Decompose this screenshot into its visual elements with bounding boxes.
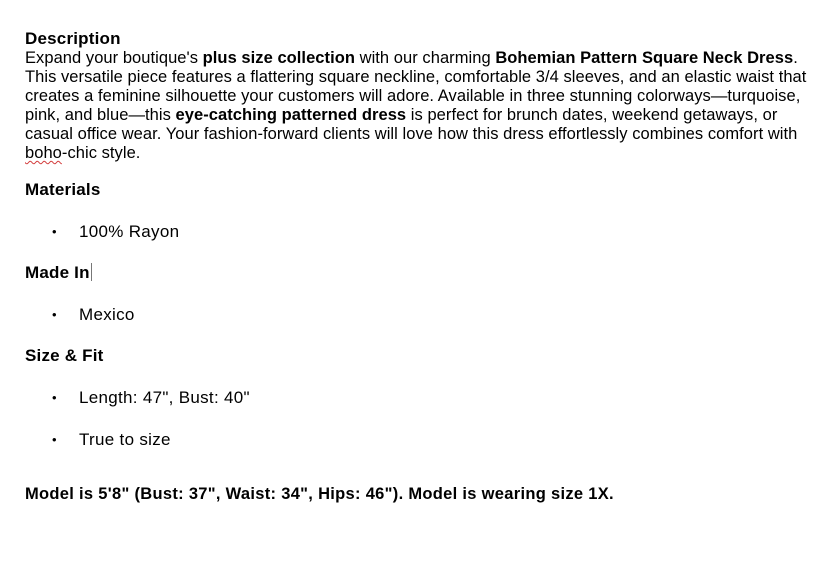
description-text-run: is perfect for brunch dates, weekend getaways, or casual office wear. Your fashion-forward clients will love how this dress effortlessly combines comfort with [25, 106, 798, 143]
bullet-icon: • [52, 390, 57, 405]
model-note: Model is 5'8" (Bust: 37", Waist: 34", Hips: 46"). Model is wearing size 1X. [25, 485, 614, 503]
size-fit-list [25, 388, 825, 450]
description-text-run: . This versatile piece features a flattering square neckline, comfortable 3/4 sleeves, and an elastic waist that creates a feminine silhouette your customers will adore. Available in three stunning colorways—turquoise, pink, and blue—this [25, 49, 807, 124]
list-item-text: Length: 47", Bust: 40" [79, 388, 250, 407]
size-fit-heading: Size & Fit [25, 346, 104, 365]
description-emphasis: plus size collection [202, 49, 355, 67]
list-item [25, 222, 825, 242]
list-item-text: 100% Rayon [79, 222, 180, 241]
made-in-heading-text: Made In [25, 263, 90, 282]
materials-heading: Materials [25, 180, 101, 199]
description-paragraph[interactable] [25, 49, 825, 163]
description-emphasis: Bohemian Pattern Square Neck Dress [495, 49, 794, 67]
list-item [25, 388, 825, 408]
made-in-list [25, 305, 825, 325]
bullet-icon: • [52, 432, 57, 447]
description-text-run: -chic style. [61, 144, 141, 162]
list-item [25, 430, 825, 450]
materials-list [25, 222, 825, 242]
bullet-icon: • [52, 307, 57, 322]
text-cursor [91, 263, 92, 281]
description-text-run: with our charming [354, 49, 496, 67]
list-item-text: True to size [79, 430, 171, 449]
description-emphasis: eye-catching patterned dress [175, 106, 407, 124]
list-item-text: Mexico [79, 305, 135, 324]
spellcheck-flagged-word: boho [25, 144, 62, 162]
made-in-heading [25, 263, 825, 283]
description-text-run: Expand your boutique's [25, 49, 203, 67]
list-item [25, 305, 825, 325]
document-body[interactable] [25, 29, 825, 504]
bullet-icon: • [52, 224, 57, 239]
description-heading: Description [25, 29, 121, 48]
